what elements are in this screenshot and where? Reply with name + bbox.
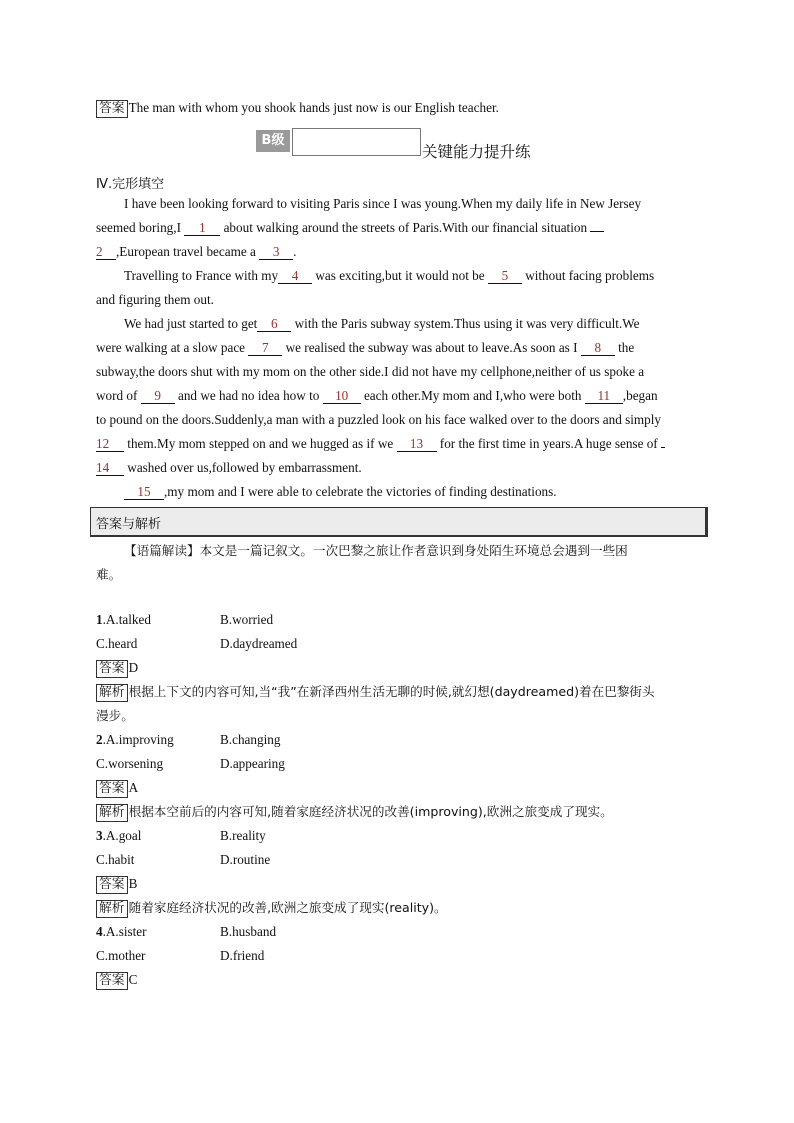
level-badge: B级 <box>256 130 290 152</box>
passage-text: them.My mom stepped on and we hugged as if we <box>127 436 394 451</box>
passage-text: ,my mom and I were able to celebrate the victories of finding destinations. <box>164 484 557 499</box>
passage-line <box>96 388 658 404</box>
option-d: D.routine <box>220 852 271 867</box>
answer-tag: 答案 <box>96 780 128 798</box>
passage-line: to pound on the doors.Suddenly,a man with a puzzled look on his face walked over to the doors and simply <box>96 412 661 427</box>
passage-text: without facing problems <box>525 268 655 283</box>
blank-15: 15 <box>124 484 164 500</box>
part-title: Ⅳ.完形填空 <box>96 177 165 192</box>
option-b: B.changing <box>220 732 281 747</box>
option-c: C.habit <box>96 852 135 867</box>
blank-1: 1 <box>184 220 220 236</box>
passage-line <box>124 316 639 332</box>
answer-value: B <box>128 876 138 891</box>
passage-line <box>124 268 654 284</box>
blank-14: 14 <box>96 460 124 476</box>
passage-line <box>96 220 604 236</box>
answer-tag: 答案 <box>96 100 128 118</box>
passage-line <box>124 484 557 500</box>
answers-header-bar <box>90 507 708 537</box>
answer-tag: 答案 <box>96 876 128 894</box>
analysis-tag: 解析 <box>96 900 128 918</box>
passage-text: word of <box>96 388 138 403</box>
analysis-line: 解析 根据上下文的内容可知,当“我”在新泽西州生活无聊的时候,就幻想(daydreamed)着在巴黎街头 <box>96 684 655 702</box>
blank-14-start <box>661 447 665 448</box>
blank-12: 12 <box>96 436 124 452</box>
passage-text: ,European travel became a <box>116 244 256 259</box>
option-d: D.daydreamed <box>220 636 298 651</box>
previous-answer <box>96 100 499 118</box>
passage-text: We had just started to get <box>124 316 258 331</box>
answers-header: 答案与解析 <box>96 517 162 532</box>
passage-text: for the first time in years.A huge sense of <box>439 436 658 451</box>
passage-line: I have been looking forward to visiting Paris since I was young.When my daily life in New Jersey <box>124 196 642 211</box>
option-b: B.worried <box>220 612 274 627</box>
answer-line <box>96 972 137 990</box>
passage-line <box>96 460 362 476</box>
answer-value: C <box>128 972 138 987</box>
blank-9: 9 <box>141 388 175 404</box>
answer-tag: 答案 <box>96 972 128 990</box>
passage-text: were walking at a slow pace <box>96 340 246 355</box>
passage-line <box>96 340 634 356</box>
passage-text: about walking around the streets of Paris.With our financial situation <box>223 220 588 235</box>
passage-text: ,began <box>622 388 658 403</box>
answer-line <box>96 660 138 678</box>
passage-text: the <box>618 340 635 355</box>
blank-4: 4 <box>278 268 312 284</box>
passage-line <box>96 244 296 260</box>
blank-6: 6 <box>257 316 291 332</box>
analysis-line: 解析 根据本空前后的内容可知,随着家庭经济状况的改善(improving),欧洲之旅变成了现实。 <box>96 804 613 822</box>
blank-8: 8 <box>581 340 615 356</box>
option-a: 3.A.goal <box>96 828 142 843</box>
passage-intro: 【语篇解读】本文是一篇记叙文。一次巴黎之旅让作者意识到身处陌生环境总会遇到一些困 <box>124 543 628 558</box>
passage-text: each other.My mom and I,who were both <box>363 388 582 403</box>
analysis-tag: 解析 <box>96 804 128 822</box>
option-b: B.husband <box>220 924 277 939</box>
blank-3: 3 <box>259 244 293 260</box>
option-c: C.worsening <box>96 756 164 771</box>
option-a: 2.A.improving <box>96 732 174 747</box>
blank-13: 13 <box>397 436 437 452</box>
passage-intro: 难。 <box>96 567 122 582</box>
passage-line: and figuring them out. <box>96 292 214 307</box>
blank-2: 2 <box>96 244 116 260</box>
passage-line: subway,the doors shut with my mom on the other side.I did not have my cellphone,neither of us spoke a <box>96 364 645 379</box>
answer-line <box>96 876 137 894</box>
analysis-line: 漫步。 <box>96 708 134 723</box>
passage-text: Travelling to France with my <box>124 268 279 283</box>
previous-answer-text: The man with whom you shook hands just now is our English teacher. <box>128 100 499 115</box>
option-c: C.mother <box>96 948 146 963</box>
option-a: 4.A.sister <box>96 924 147 939</box>
option-b: B.reality <box>220 828 266 843</box>
level-box <box>292 128 421 156</box>
passage-text: . <box>293 244 297 259</box>
blank-10: 10 <box>323 388 361 404</box>
blank-2-start <box>590 231 604 232</box>
passage-text: and we had no idea how to <box>177 388 320 403</box>
passage-text: seemed boring,I <box>96 220 181 235</box>
option-d: D.appearing <box>220 756 285 771</box>
answer-value: D <box>128 660 139 675</box>
option-c: C.heard <box>96 636 138 651</box>
passage-line <box>96 436 665 452</box>
option-a: 1.A.talked <box>96 612 151 627</box>
blank-7: 7 <box>248 340 282 356</box>
passage-text: was exciting,but it would not be <box>315 268 485 283</box>
level-title: 关键能力提升练 <box>422 143 531 161</box>
analysis-tag: 解析 <box>96 684 128 702</box>
answer-tag: 答案 <box>96 660 128 678</box>
passage-text: we realised the subway was about to leave.As soon as I <box>285 340 578 355</box>
answer-value: A <box>128 780 139 795</box>
passage-text: washed over us,followed by embarrassment. <box>127 460 362 475</box>
analysis-line: 解析 随着家庭经济状况的改善,欧洲之旅变成了现实(reality)。 <box>96 900 447 918</box>
option-d: D.friend <box>220 948 265 963</box>
answer-line <box>96 780 138 798</box>
passage-text: with the Paris subway system.Thus using it was very difficult.We <box>294 316 640 331</box>
blank-11: 11 <box>585 388 623 404</box>
blank-5: 5 <box>488 268 522 284</box>
